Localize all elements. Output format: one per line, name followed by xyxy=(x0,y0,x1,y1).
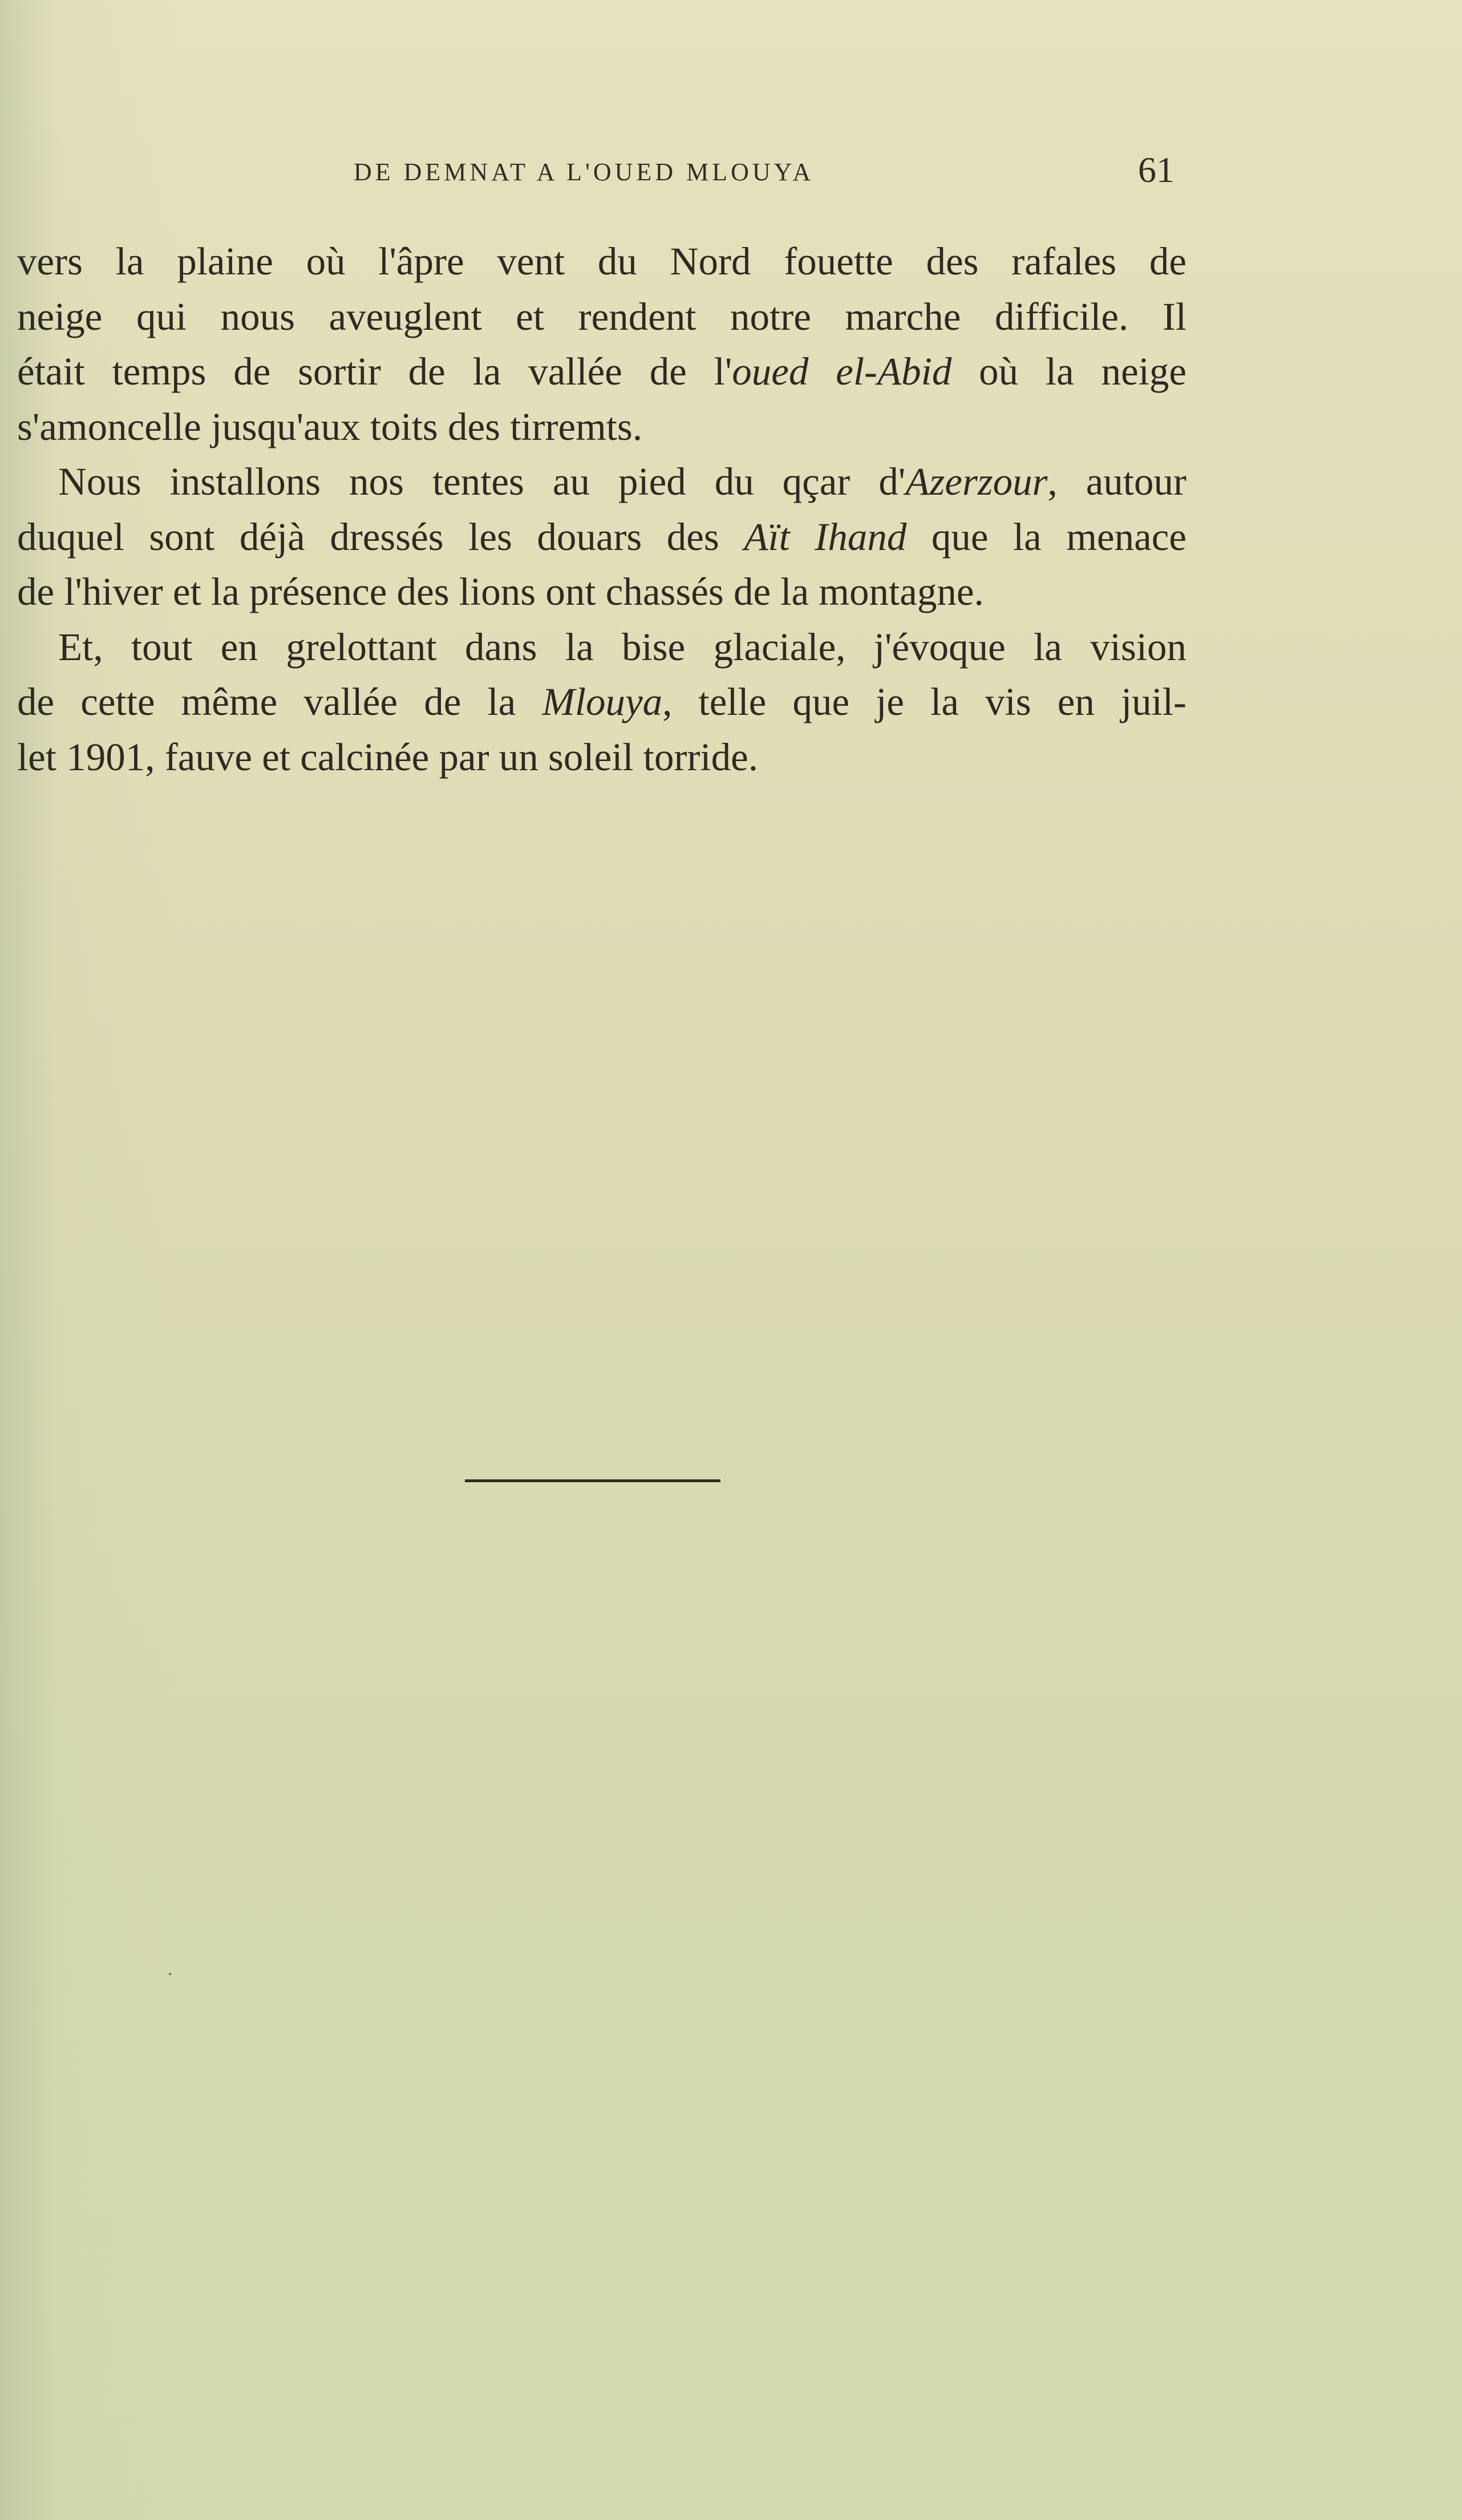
end-rule xyxy=(465,1479,720,1482)
end-rule-dot xyxy=(465,1479,469,1482)
running-head xyxy=(0,149,1462,201)
text-line: de l'hiver et la présence des lions ont chassés de la montagne. xyxy=(17,570,984,613)
text-line: Nous installons nos tentes au pied du qçar d'Azerzour, autour xyxy=(58,460,1186,503)
paragraph xyxy=(17,620,1186,785)
italic-term: oued el-Abid xyxy=(732,350,952,393)
text-line: Et, tout en grelottant dans la bise glaciale, j'évoque la vision xyxy=(58,625,1186,669)
page-number: 61 xyxy=(1138,149,1175,190)
body-text xyxy=(17,234,1186,784)
text-line: s'amoncelle jusqu'aux toits des tirremts. xyxy=(17,405,643,448)
text-line: neige qui nous aveuglent et rendent notre marche difficile. Il xyxy=(17,294,1186,338)
paragraph xyxy=(17,234,1186,454)
italic-term: Mlouya xyxy=(542,680,663,723)
text-line: de cette même vallée de la Mlouya, telle que je la vis en juil- xyxy=(17,680,1186,723)
italic-term: Aït Ihand xyxy=(744,515,907,559)
text-line: let 1901, fauve et calcinée par un soleil torride. xyxy=(17,735,758,779)
running-title: DE DEMNAT A L'OUED MLOUYA xyxy=(354,158,815,186)
italic-term: Azerzour xyxy=(905,460,1048,503)
text-line: duquel sont déjà dressés les douars des Aït Ihand que la menace xyxy=(17,515,1187,559)
paper-speck xyxy=(169,1973,171,1975)
paragraph xyxy=(17,454,1186,620)
text-line: vers la plaine où l'âpre vent du Nord fouette des rafales de xyxy=(17,240,1186,283)
text-line: était temps de sortir de la vallée de l'oued el-Abid où la neige xyxy=(17,350,1187,393)
